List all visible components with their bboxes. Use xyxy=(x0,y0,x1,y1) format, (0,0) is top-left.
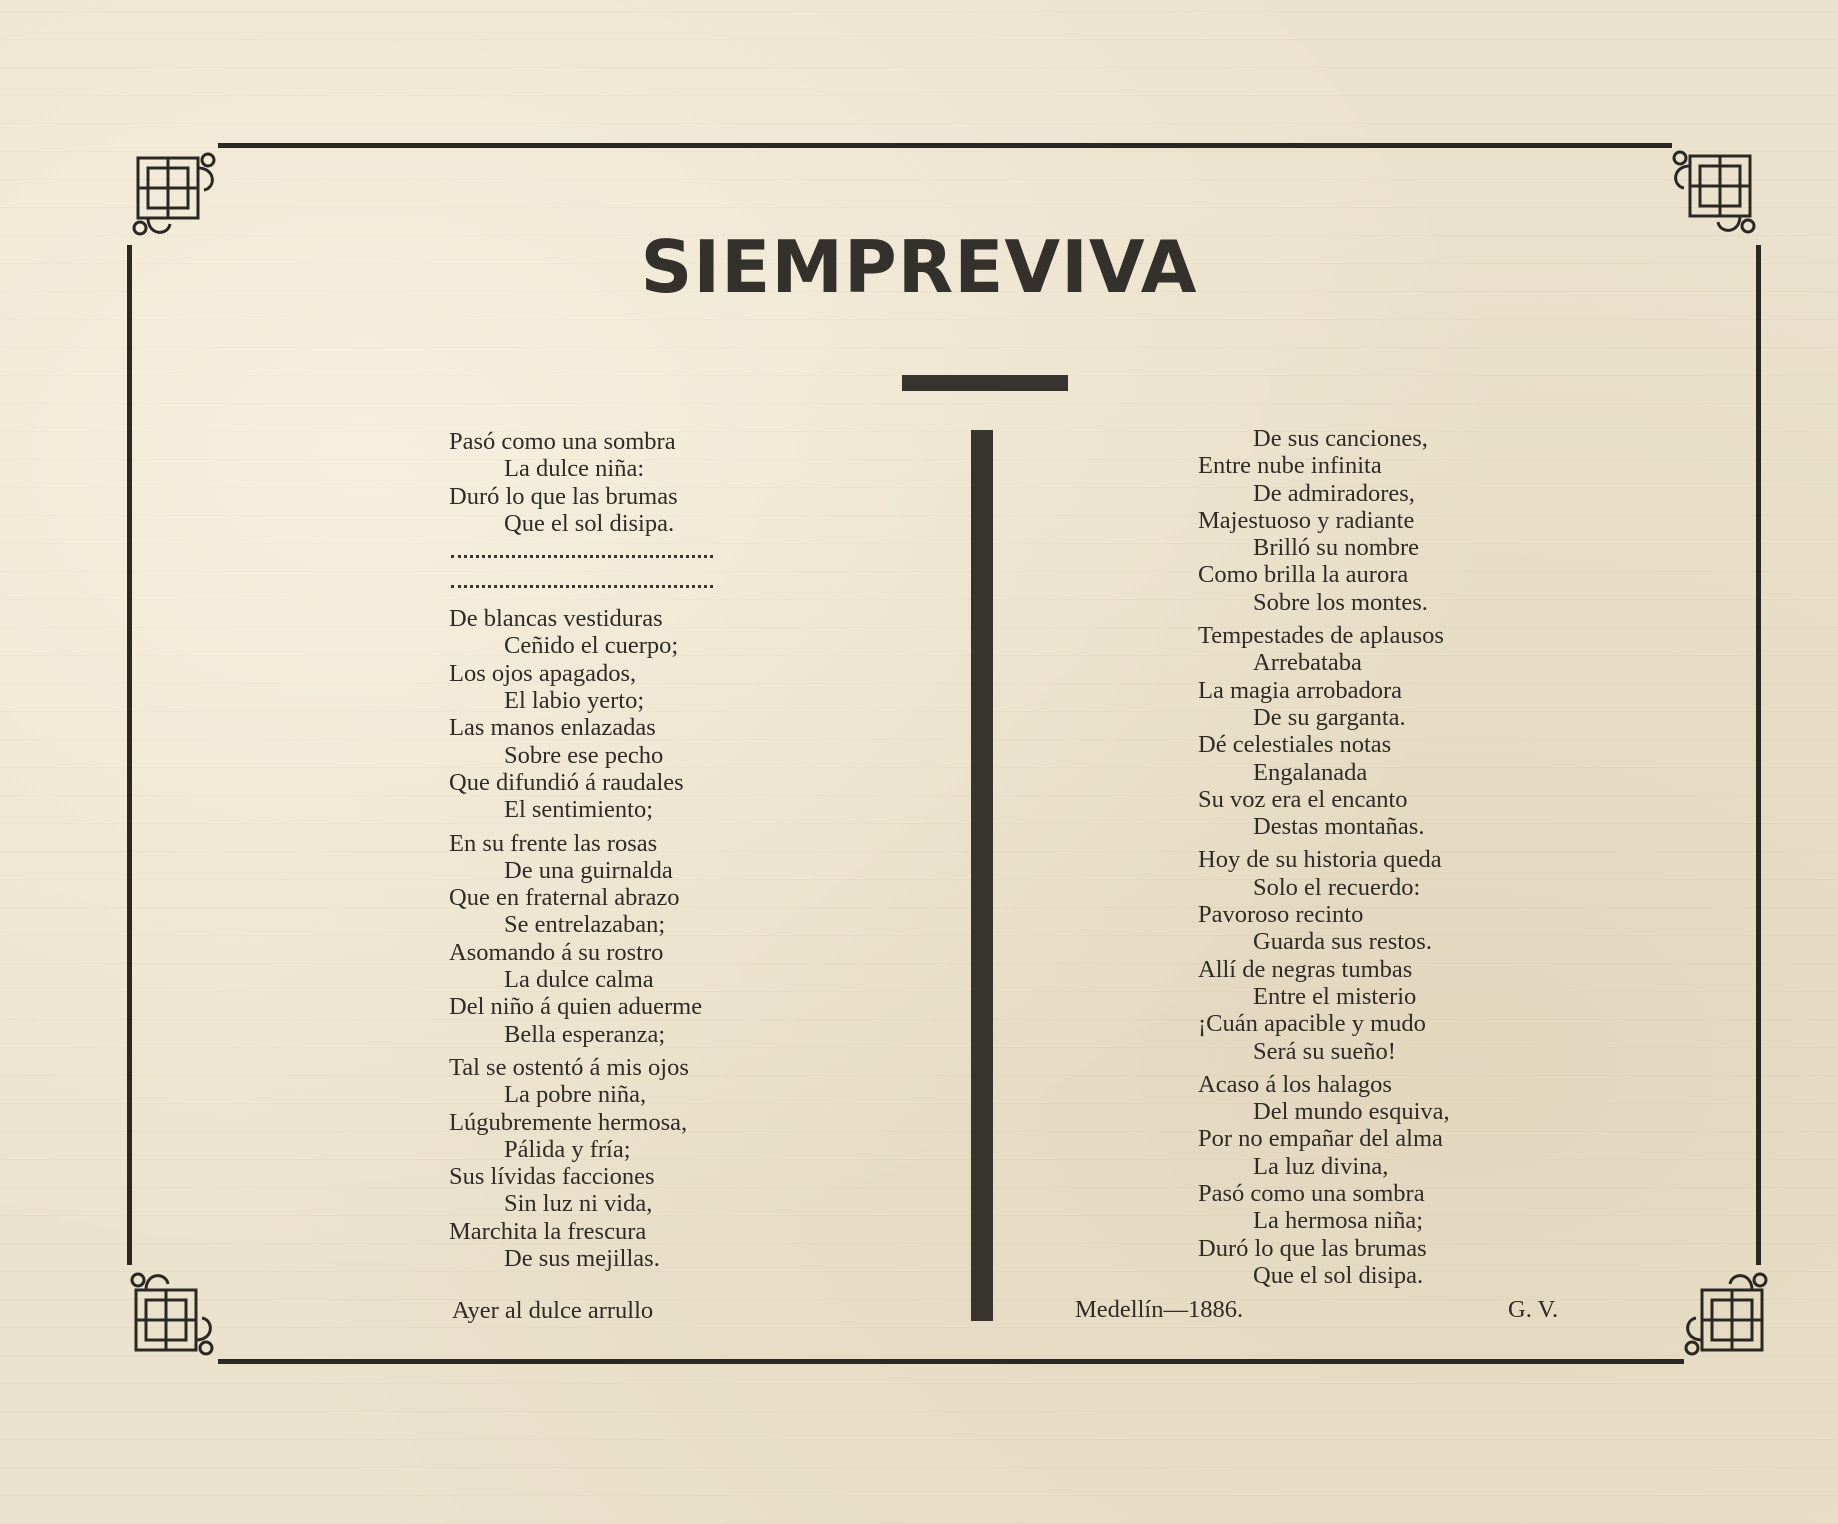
verse-line: La hermosa niña; xyxy=(1253,1207,1424,1235)
verse-line: Lúgubremente hermosa, xyxy=(449,1108,688,1136)
verse-line: La magia arrobadora xyxy=(1198,676,1403,704)
verse-line: Entre nube infinita xyxy=(1198,452,1382,480)
verse-line: Los ojos apagados, xyxy=(449,659,637,687)
verse-line: Solo el recuerdo: xyxy=(1253,873,1421,901)
verse-line: Duró lo que las brumas xyxy=(1198,1234,1427,1262)
verse-line: Entre el misterio xyxy=(1253,982,1417,1010)
verse-line: La pobre niña, xyxy=(504,1081,647,1109)
stanza xyxy=(449,605,849,823)
stanza xyxy=(1198,425,1598,616)
verse-line: Se entrelazaban; xyxy=(504,911,666,939)
verse-line: Ceñido el cuerpo; xyxy=(504,632,679,660)
frame-left-border xyxy=(127,245,132,1265)
verse-line: Que en fraternal abrazo xyxy=(449,884,680,912)
verse-line: Del niño á quien aduerme xyxy=(449,993,703,1021)
verse-line: Que el sol disipa. xyxy=(1253,1261,1424,1289)
verse-line: Allí de negras tumbas xyxy=(1198,955,1413,983)
corner-ornament-bottom-left xyxy=(126,1268,218,1360)
stanza xyxy=(1198,846,1598,1064)
verse-line: Pasó como una sombra xyxy=(449,428,676,455)
verse-line: Por no empañar del alma xyxy=(1198,1125,1443,1153)
verse-line: De admiradores, xyxy=(1253,479,1415,507)
stanza xyxy=(1198,622,1598,840)
verse-line: Hoy de su historia queda xyxy=(1198,846,1442,874)
poem-title: SIEMPREVIVA xyxy=(640,225,1198,309)
verse-line-continued: Ayer al dulce arrullo xyxy=(452,1297,654,1324)
verse-line: Sin luz ni vida, xyxy=(504,1190,653,1218)
verse-line: Dé celestiales notas xyxy=(1198,731,1392,759)
verse-line: Bella esperanza; xyxy=(504,1020,666,1048)
verse-line: El sentimiento; xyxy=(504,796,654,824)
verse-line: Arrebataba xyxy=(1253,649,1362,677)
verse-line: Sobre los montes. xyxy=(1253,588,1428,616)
title-rule xyxy=(902,375,1068,391)
verse-line: La dulce calma xyxy=(504,966,654,994)
verse-line: Su voz era el encanto xyxy=(1198,785,1408,813)
frame-bottom-border xyxy=(218,1359,1684,1364)
frame-right-border xyxy=(1756,245,1761,1265)
verse-line: Destas montañas. xyxy=(1253,813,1425,841)
verse-line: Pálida y fría; xyxy=(504,1135,631,1163)
verse-line: Del mundo esquiva, xyxy=(1253,1098,1450,1126)
verse-line: Duró lo que las brumas xyxy=(449,482,678,510)
dotted-separator xyxy=(449,543,849,573)
verse-line: Que el sol disipa. xyxy=(504,509,675,537)
stanza xyxy=(449,428,849,537)
verse-line: En su frente las rosas xyxy=(449,829,658,857)
verse-line: Tal se ostentó á mis ojos xyxy=(449,1053,689,1081)
verse-line: De sus mejillas. xyxy=(504,1245,660,1273)
corner-ornament-bottom-right xyxy=(1680,1268,1772,1360)
verse-line: Guarda sus restos. xyxy=(1253,928,1432,956)
verse-line: Engalanada xyxy=(1253,758,1368,786)
dotted-separator xyxy=(449,573,849,603)
verse-line: La dulce niña: xyxy=(504,455,645,483)
verse-line: De su garganta. xyxy=(1253,703,1406,731)
author-initials: G. V. xyxy=(1508,1296,1559,1323)
verse-line: Las manos enlazadas xyxy=(449,714,656,742)
verse-line: Tempestades de aplausos xyxy=(1198,622,1444,650)
verse-line: Sus lívidas facciones xyxy=(449,1163,655,1191)
verse-line: De blancas vestiduras xyxy=(449,605,663,633)
verse-line: Majestuoso y radiante xyxy=(1198,506,1415,534)
verse-line: Asomando á su rostro xyxy=(449,938,664,966)
stanza xyxy=(449,830,849,1048)
verse-line: De sus canciones, xyxy=(1253,425,1428,452)
verse-line: Brilló su nombre xyxy=(1253,534,1420,562)
right-column xyxy=(1198,425,1598,1289)
verse-line: Acaso á los halagos xyxy=(1198,1070,1392,1098)
verse-line: El labio yerto; xyxy=(504,687,645,715)
verse-line: Pasó como una sombra xyxy=(1198,1180,1425,1208)
verse-line: Marchita la frescura xyxy=(449,1217,647,1245)
dateline: Medellín—1886. xyxy=(1075,1296,1244,1323)
verse-line: Será su sueño! xyxy=(1253,1037,1396,1065)
verse-line: ¡Cuán apacible y mudo xyxy=(1198,1010,1426,1038)
verse-line: Como brilla la aurora xyxy=(1198,561,1409,589)
frame-top-border xyxy=(218,143,1672,148)
stanza xyxy=(1198,1071,1598,1289)
verse-line: Sobre ese pecho xyxy=(504,741,664,769)
verse-line: La luz divina, xyxy=(1253,1152,1389,1180)
column-divider xyxy=(971,430,993,1321)
left-column xyxy=(449,428,849,1272)
verse-line: Pavoroso recinto xyxy=(1198,901,1364,929)
stanza xyxy=(449,1054,849,1272)
verse-line: De una guirnalda xyxy=(504,856,673,884)
verse-line: Que difundió á raudales xyxy=(449,768,684,796)
